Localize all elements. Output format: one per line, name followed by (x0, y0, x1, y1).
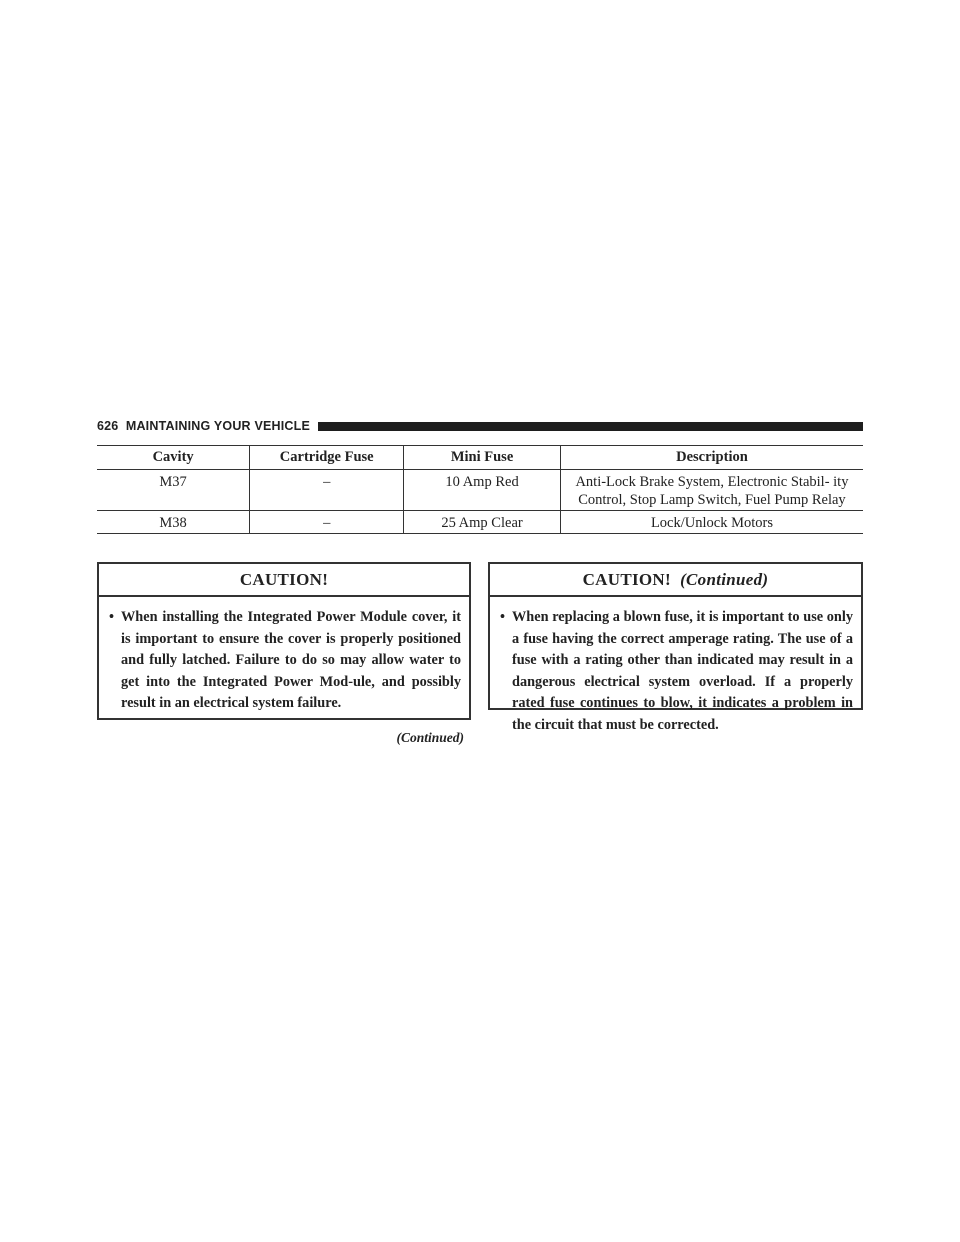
table-header-row (97, 446, 863, 470)
cell-cartridge-fuse: – (250, 470, 404, 511)
caution-title (490, 564, 861, 597)
page-header (97, 418, 863, 436)
header-rule (318, 422, 863, 431)
cell-mini-fuse: 10 Amp Red (404, 470, 561, 511)
cell-mini-fuse: 25 Amp Clear (404, 511, 561, 534)
cell-cartridge-fuse: – (250, 511, 404, 534)
description-line: ity Control, Stop Lamp Switch, Fuel Pump (578, 474, 849, 508)
bullet-icon: • (500, 609, 506, 625)
description-line: Relay (811, 492, 846, 508)
caution-title-text: CAUTION! (582, 570, 671, 589)
header-text (97, 419, 310, 433)
description-line: Anti-Lock Brake System, Electronic Stabil- (575, 474, 830, 490)
caution-title: CAUTION! (99, 564, 469, 597)
bullet-icon: • (109, 609, 115, 625)
caution-body (490, 597, 861, 747)
description-line: Lock/Unlock Motors (650, 515, 773, 531)
cell-cavity: M38 (97, 511, 250, 534)
column-header-mini-fuse: Mini Fuse (404, 446, 561, 470)
cell-description (560, 511, 863, 534)
caution-body (99, 597, 469, 725)
table-row (97, 511, 863, 534)
caution-text: When replacing a blown fuse, it is important to use only a fuse having the correct amperage rating. The use of a fuse with a rating other than indicated may result in a dangerous electrical system overload. If a properly rated fuse continues to blow, it indicates a problem in the circuit that must be corrected. (512, 609, 853, 733)
cell-description (560, 470, 863, 511)
caution-box (97, 562, 471, 720)
fuse-table (97, 445, 863, 534)
table-row (97, 470, 863, 511)
section-title: MAINTAINING YOUR VEHICLE (125, 419, 311, 433)
column-header-cavity: Cavity (97, 446, 250, 470)
column-header-description: Description (560, 446, 863, 470)
continued-label: (Continued) (396, 730, 464, 745)
column-header-cartridge-fuse: Cartridge Fuse (250, 446, 404, 470)
caution-title-suffix: (Continued) (680, 570, 769, 589)
caution-text: When installing the Integrated Power Module cover, it is important to ensure the cover is properly positioned and fully latched. Failure to do so may allow water to get into the Integrated Power Mod-ule, and possibly result in an electrical system failure. (121, 609, 461, 712)
cell-cavity: M37 (97, 470, 250, 511)
caution-box-continued (488, 562, 863, 733)
page-number: 626 (97, 419, 119, 433)
